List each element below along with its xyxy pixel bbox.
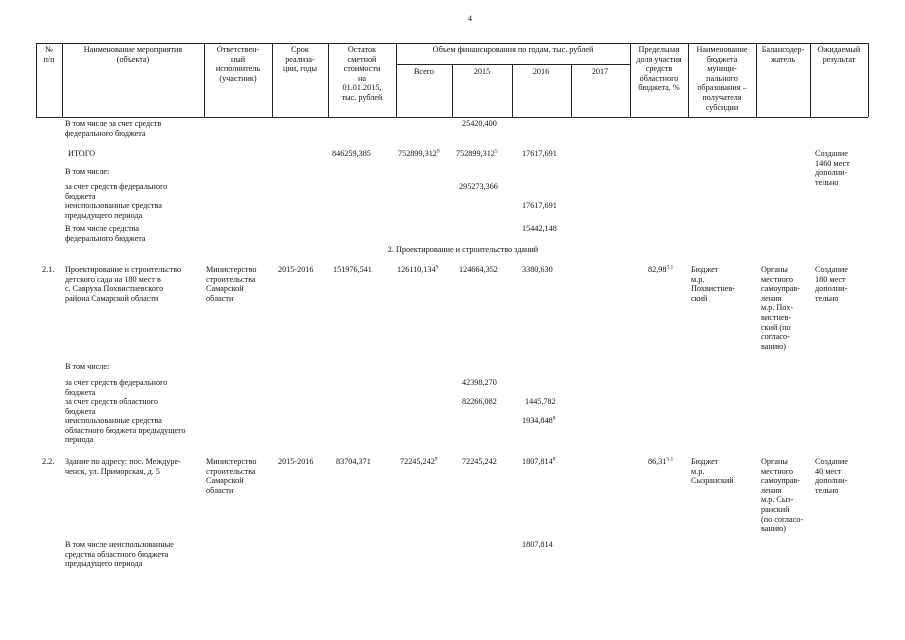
fed-label: В том числе за счет средств [65, 119, 162, 128]
unused-2016-value: 17617,691 [522, 201, 557, 210]
row21-name: с. Савруха Похвистневского [65, 284, 164, 294]
row21-result: Создание [815, 265, 848, 274]
header-2016: 2016 [532, 67, 550, 76]
header-executor: Ответствен- [216, 45, 260, 54]
row21-reg-label: бюджета [65, 406, 96, 416]
fed2-2015 [459, 182, 498, 192]
row22-unused-2016-value: 1807,814 [522, 540, 553, 549]
itogo-result: Создание [815, 149, 848, 158]
row22-budget: Бюджет [691, 457, 719, 466]
fed2-label: за счет средств федерального [65, 182, 168, 191]
header-total: Всего [413, 67, 435, 76]
row22-holder: Органы [761, 457, 788, 466]
itogo-2016 [522, 149, 557, 159]
row21-budget: Бюджет [691, 265, 719, 274]
header-budget: субсидии [705, 102, 739, 112]
itogo-label: ИТОГО [68, 149, 96, 158]
header-share: Предельная [638, 45, 680, 54]
row22-unused-2016 [522, 540, 553, 550]
row22-holder: ранский [761, 505, 790, 514]
header-name: (объекта) [116, 54, 150, 64]
row21-holder: м.р. Пох- [761, 303, 794, 313]
row21-holder: ванию) [761, 341, 786, 351]
row21-unused-2016 [522, 416, 555, 426]
header-num: п/п [43, 54, 55, 64]
row21-result: тельно [815, 293, 839, 303]
row22-holder: м.р. Сыз- [761, 495, 794, 505]
itogo-2016-value: 17617,691 [522, 149, 557, 158]
table-top-border [36, 43, 868, 44]
header-balance: тыс. рублей [341, 93, 383, 102]
row22-name: Здание по адресу: пос. Междуре- [65, 457, 181, 466]
row21-holder: ский (по [761, 322, 791, 332]
header-holder: Балансодер- [761, 45, 805, 54]
row21-unused-label: областного бюджета предыдущего [65, 425, 186, 435]
row22-total-footnote: 9 [434, 456, 438, 463]
header-holder: жатель [770, 54, 796, 64]
fed-2015 [462, 119, 497, 129]
header-budget: бюджета [706, 54, 738, 64]
row21-share-footnote: 3.1 [666, 264, 674, 271]
fed-2015-value: 25420,400 [462, 119, 497, 128]
header-executor: исполнитель [215, 64, 261, 74]
row21-budget: Похвистнев- [691, 284, 735, 294]
header-result: Ожидаемый [817, 45, 861, 54]
itogo-balance [332, 149, 371, 159]
row22-result: дополни- [815, 476, 848, 486]
col-border [868, 43, 869, 117]
row21-holder: ления [761, 293, 782, 303]
header-share: доля участия [636, 54, 682, 64]
unused-2016 [522, 201, 557, 211]
row22-balance [336, 457, 371, 467]
fed-label: федерального бюджета [65, 128, 146, 138]
row22-share-footnote: 3.1 [666, 456, 674, 463]
itogo-total-value: 752899,312 [398, 149, 437, 158]
row21-fed-2015 [462, 378, 497, 388]
row21-2016-value: 3380,630 [522, 265, 553, 274]
header-budget: образования – [697, 83, 747, 93]
incl-label: В том числе: [65, 167, 110, 176]
row21-incl: В том числе: [65, 362, 110, 371]
row21-name: района Самарской области [65, 293, 159, 303]
unused-label: неиспользованные средства [65, 201, 162, 210]
row22-balance-value: 83704,371 [336, 457, 371, 466]
row21-unused-2016-value: 1934,848 [522, 416, 553, 425]
row21-holder: Органы [761, 265, 788, 274]
row21-fed-label: бюджета [65, 387, 96, 397]
row22-name: ченск, ул. Приморская, д. 5 [65, 466, 160, 476]
row22-unused-label: В том числе неиспользованные [65, 540, 174, 549]
header-name: Наименование мероприятия [83, 45, 183, 54]
row21-term: 2015-2016 [278, 265, 314, 274]
header-executor: ный [230, 54, 246, 64]
itogo-result: 1460 мест [815, 158, 850, 168]
row21-executor: Самарской [206, 284, 244, 294]
row22-holder: самоуправ- [761, 476, 801, 486]
row22-2016 [522, 457, 555, 467]
row22-budget: Сызранский [691, 476, 734, 486]
row21-result: 180 мест [815, 274, 846, 284]
row21-holder: согласо- [761, 332, 790, 342]
row21-result: дополни- [815, 284, 848, 294]
header-share: областного [639, 73, 679, 83]
row22-share-value: 86,31 [648, 457, 667, 466]
header-budget: Наименование [696, 45, 748, 54]
itogo-total [398, 149, 440, 159]
row21-2015 [459, 265, 498, 275]
row21-2015-value: 124664,352 [459, 265, 498, 274]
row21-balance-value: 151976,541 [333, 265, 372, 274]
row21-num: 2.1. [42, 265, 55, 274]
row21-budget: ский [691, 293, 708, 303]
row22-share [648, 457, 673, 467]
row22-term: 2015-2016 [278, 457, 314, 466]
row21-total [397, 265, 438, 275]
row22-num: 2.2. [42, 457, 55, 466]
itogo-total-footnote: 9 [436, 148, 440, 155]
row22-2016-value: 1807,814 [522, 457, 553, 466]
row22-total-value: 72245,242 [400, 457, 435, 466]
header-budget: пального [706, 73, 738, 83]
row22-executor: Министерство [206, 457, 257, 466]
header-bottom-border [36, 117, 868, 118]
row22-result: 40 мест [815, 466, 842, 476]
header-share: бюджета, % [638, 83, 680, 93]
header-balance: на [357, 73, 366, 83]
row22-holder: ления [761, 485, 782, 495]
unused-label: предыдущего периода [65, 210, 143, 220]
row22-holder: местного [761, 466, 793, 476]
header-term: реализа- [285, 54, 315, 64]
itogo-2015-value: 752899,312 [456, 149, 495, 158]
row21-executor: строительства [206, 274, 256, 284]
header-financing: Объем финансирования по годам, тыс. рублей [432, 45, 594, 54]
row22-executor: области [206, 485, 234, 495]
row21-executor: области [206, 293, 234, 303]
header-budget: муници- [707, 64, 737, 74]
row21-budget: м.р. [691, 274, 705, 284]
header-result: результат [822, 54, 856, 64]
row22-executor: строительства [206, 466, 256, 476]
row22-executor: Самарской [206, 476, 244, 486]
header-balance: Остаток [347, 45, 377, 54]
fed2-2015-value: 295273,366 [459, 182, 498, 191]
header-2017: 2017 [591, 67, 609, 76]
header-budget: получателя [702, 93, 742, 102]
row21-share-value: 82,98 [648, 265, 667, 274]
row21-holder: вистнев- [761, 313, 792, 322]
row22-result: Создание [815, 457, 848, 466]
header-balance: 01.01.2015, [342, 83, 382, 93]
header-executor: (участник) [219, 73, 257, 83]
fed3-2016-value: 15442,148 [522, 224, 557, 233]
row21-unused-label: периода [65, 435, 94, 445]
row22-unused-label: предыдущего периода [65, 559, 143, 569]
itogo-2015-footnote: 5 [494, 148, 498, 155]
header-term: Срок [291, 45, 309, 54]
row21-reg-2015 [462, 397, 497, 407]
row21-name: детского сада на 180 мест в [65, 274, 161, 284]
page-number: 4 [468, 14, 472, 23]
fed3-label: федерального бюджета [65, 233, 146, 243]
row22-unused-label: средства областного бюджета [65, 549, 169, 559]
row21-fed-2015-value: 42398,270 [462, 378, 497, 387]
row21-reg-2016-value: 1445,782 [525, 397, 556, 406]
itogo-2015 [456, 149, 498, 159]
row22-2015 [462, 457, 497, 467]
fed3-2016 [522, 224, 557, 234]
itogo-result: дополни- [815, 168, 848, 178]
row21-2016 [522, 265, 553, 275]
row22-holder: ванию) [761, 524, 786, 534]
row21-holder: местного [761, 274, 793, 284]
row21-share [648, 265, 673, 275]
row21-holder: самоуправ- [761, 284, 801, 294]
row21-total-value: 126110,134 [397, 265, 436, 274]
row21-fed-label: за счет средств федерального [65, 378, 168, 387]
row22-2015-value: 72245,242 [462, 457, 497, 466]
row21-total-footnote: 9 [435, 264, 439, 271]
row22-total [400, 457, 438, 467]
row21-reg-2015-value: 82266,082 [462, 397, 497, 406]
row22-budget: м.р. [691, 466, 705, 476]
row22-holder: (по согласо- [761, 514, 804, 524]
row21-reg-2016 [525, 397, 556, 407]
header-balance: сметной [347, 54, 377, 64]
header-num: № [45, 45, 53, 54]
row21-reg-label: за счет средств областного [65, 397, 159, 406]
row22-2016-footnote: 8 [552, 456, 556, 463]
header-share: средств [645, 64, 673, 74]
header-2015: 2015 [473, 67, 491, 76]
itogo-balance-value: 846259,385 [332, 149, 371, 158]
row22-result: тельно [815, 485, 839, 495]
row21-unused-2016-footnote: 8 [552, 415, 556, 422]
row21-balance [333, 265, 372, 275]
header-balance: стоимости [343, 64, 381, 74]
row21-unused-label: неиспользованные средства [65, 416, 162, 425]
row21-name: Проектирование и строительство [65, 265, 182, 274]
row21-executor: Министерство [206, 265, 257, 274]
fed3-label: В том числе средства [65, 224, 140, 233]
financing-subheader-border [396, 64, 630, 65]
section-title: 2. Проектирование и строительство зданий [387, 245, 539, 254]
itogo-result: тельно [815, 177, 839, 187]
fed2-label: бюджета [65, 191, 96, 201]
header-term: ции, годы [283, 64, 317, 74]
